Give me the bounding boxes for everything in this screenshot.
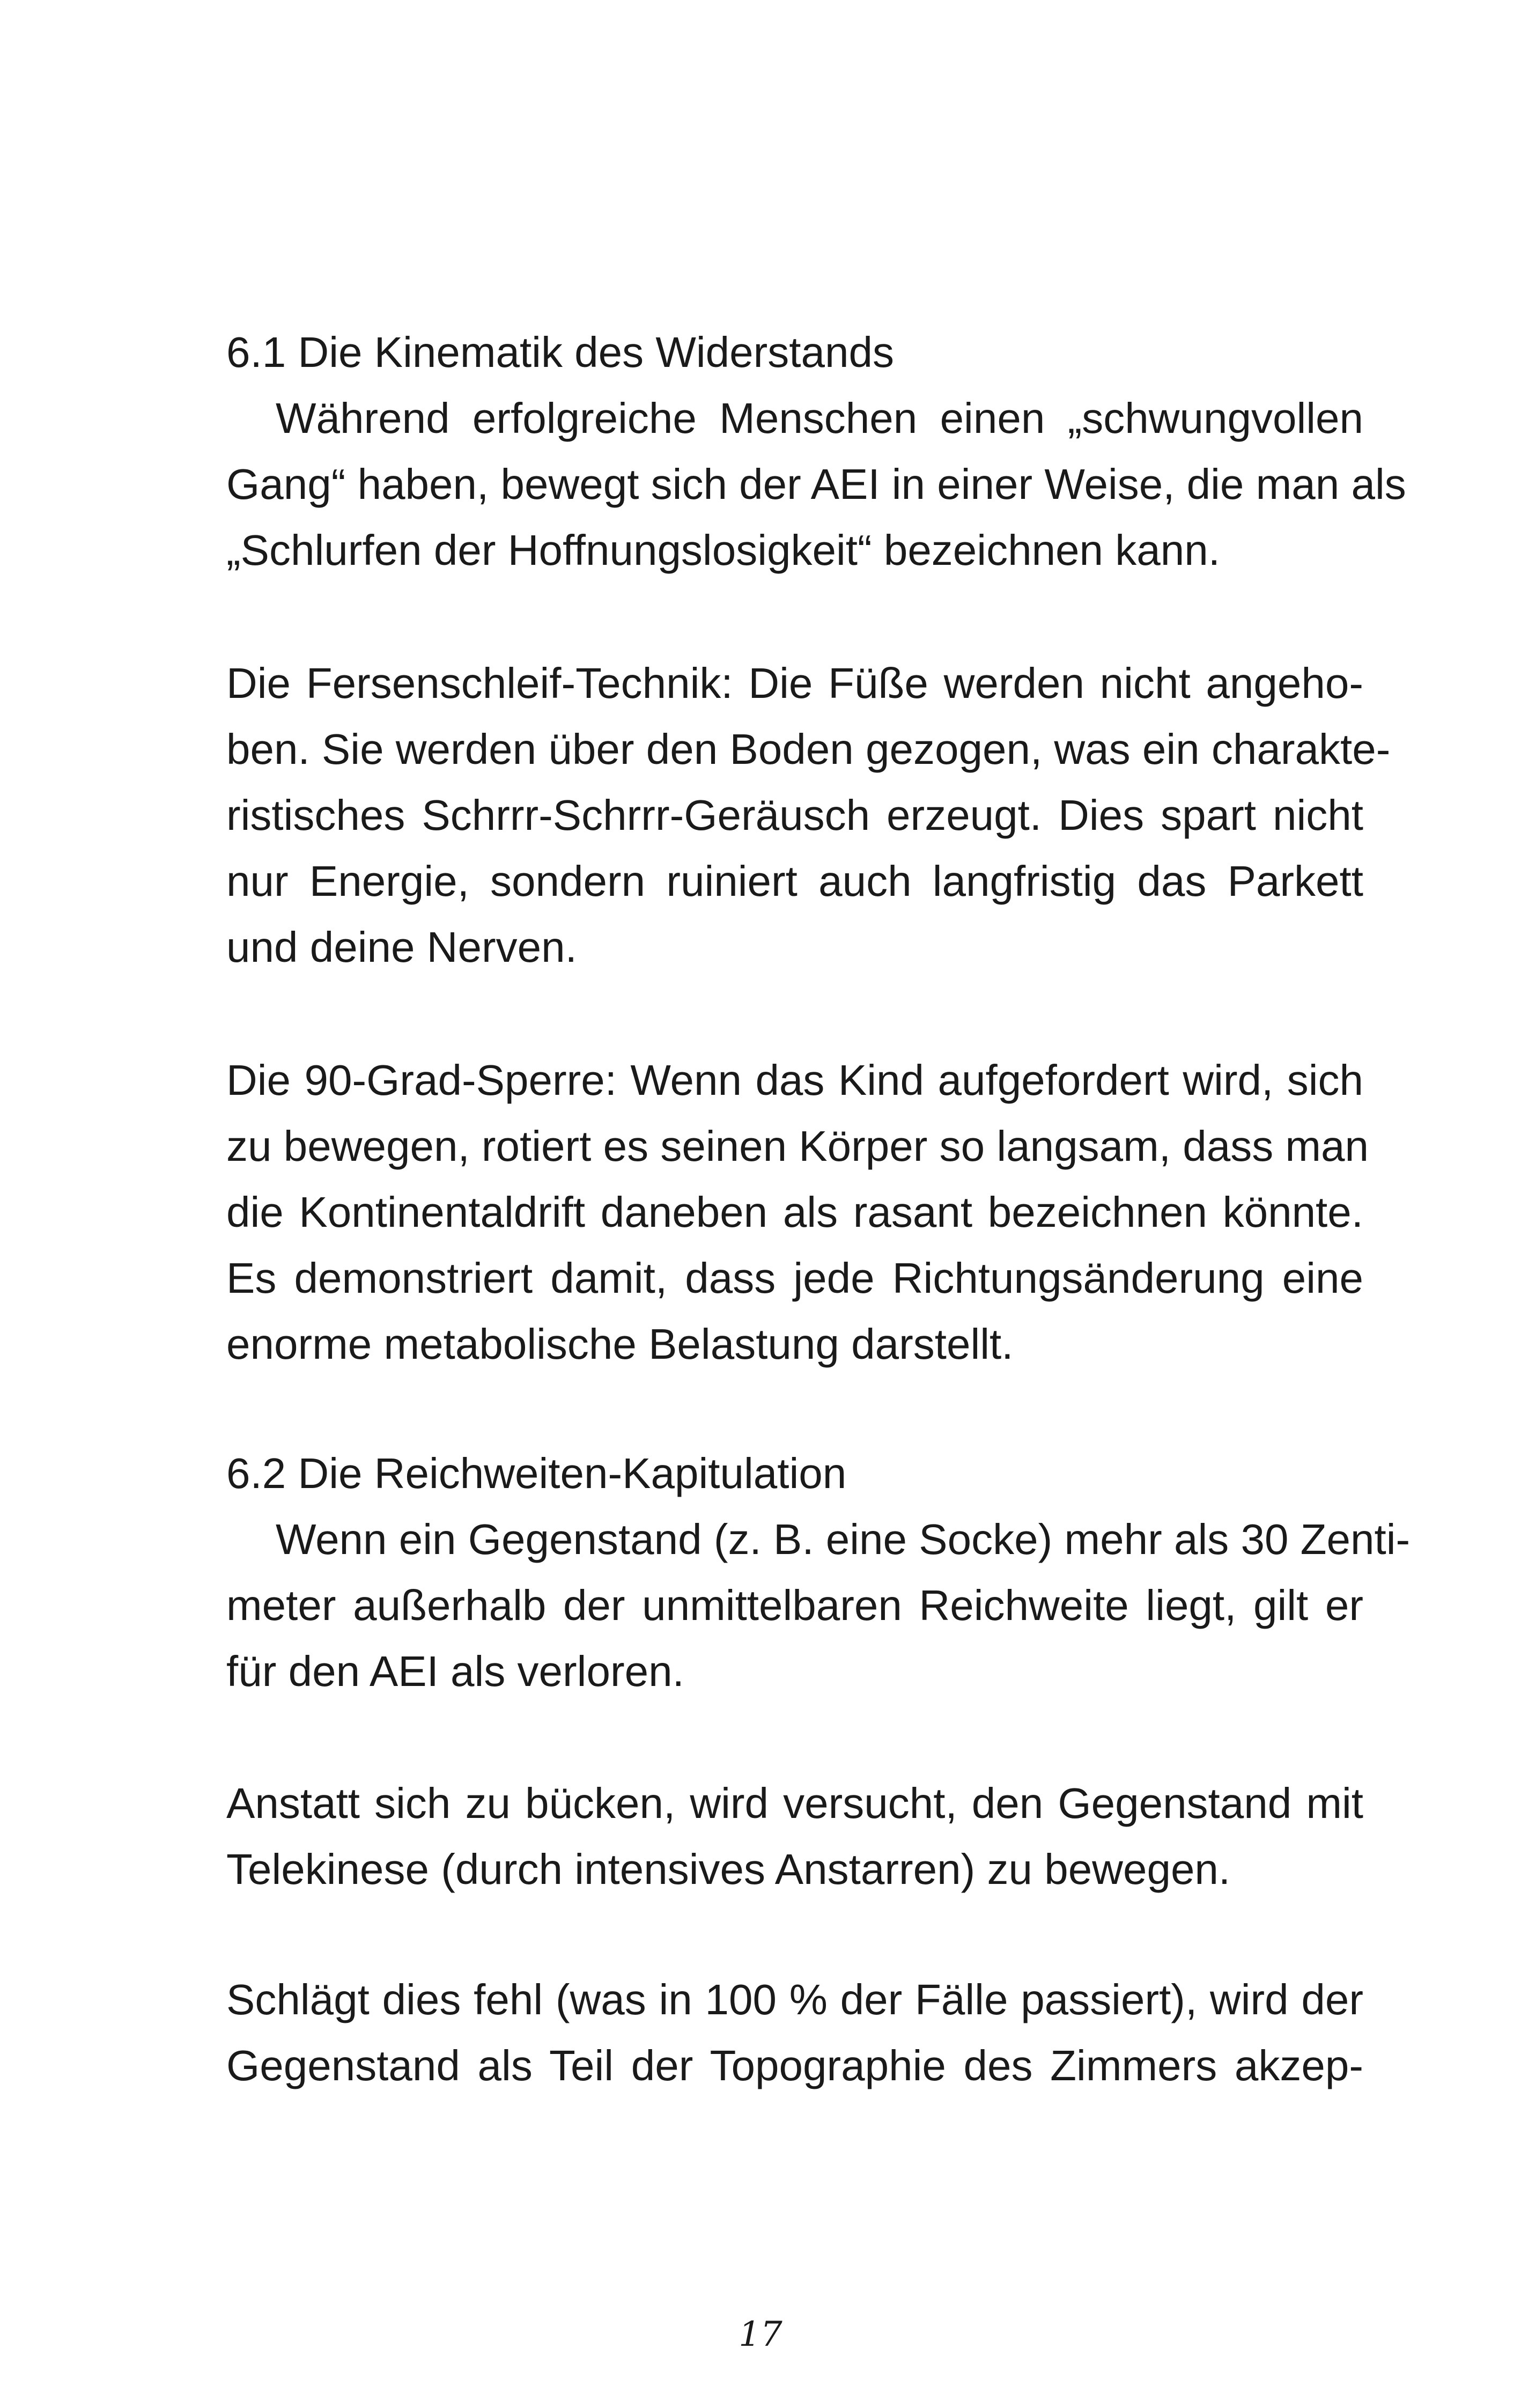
paragraph-line: zu bewegen, rotiert es seinen Körper so langsam, dass man bbox=[226, 1122, 1369, 1170]
paragraph-line: Gegenstand als Teil der Topographie des Zimmers akzep- bbox=[226, 2042, 1363, 2089]
section-heading: 6.1 Die Kinematik des Widerstands bbox=[226, 328, 894, 376]
paragraph-anstatt bbox=[226, 1770, 1363, 1902]
paragraph-line: Während erfolgreiche Menschen einen „schwungvollen bbox=[276, 394, 1363, 442]
paragraph-line: für den AEI als verloren. bbox=[226, 1647, 684, 1695]
paragraph-90-grad bbox=[226, 1047, 1369, 1377]
paragraph-schlaegt bbox=[226, 1967, 1363, 2098]
paragraph-line: Die 90-Grad-Sperre: Wenn das Kind aufgefordert wird, sich bbox=[226, 1056, 1363, 1104]
paragraph-line: Anstatt sich zu bücken, wird versucht, den Gegenstand mit bbox=[226, 1779, 1363, 1827]
paragraph-line: Es demonstriert damit, dass jede Richtungsänderung eine bbox=[226, 1254, 1363, 1302]
paragraph-line: Schlägt dies fehl (was in 100 % der Fälle passiert), wird der bbox=[226, 1976, 1363, 2023]
paragraph-line: die Kontinentaldrift daneben als rasant bezeichnen könnte. bbox=[226, 1188, 1363, 1236]
paragraph-line: ben. Sie werden über den Boden gezogen, was ein charakte- bbox=[226, 725, 1391, 773]
paragraph-line: und deine Nerven. bbox=[226, 923, 577, 971]
paragraph-line: Die Fersenschleif-Technik: Die Füße werden nicht angeho- bbox=[226, 659, 1363, 707]
paragraph-line: ristisches Schrrr-Schrrr-Geräusch erzeugt. Dies spart nicht bbox=[226, 791, 1363, 839]
page-number: 17 bbox=[739, 2315, 782, 2354]
paragraph-line: Telekinese (durch intensives Anstarren) zu bewegen. bbox=[226, 1845, 1231, 1893]
paragraph-fersenschleif bbox=[226, 650, 1391, 980]
paragraph-line: Gang“ haben, bewegt sich der AEI in einer Weise, die man als bbox=[226, 460, 1406, 508]
section-6-2 bbox=[226, 1440, 1411, 1704]
paragraph-line: meter außerhalb der unmittelbaren Reichweite liegt, gilt er bbox=[226, 1581, 1363, 1629]
paragraph-line: enorme metabolische Belastung darstellt. bbox=[226, 1320, 1014, 1368]
paragraph-line: „Schlurfen der Hoffnungslosigkeit“ bezeichnen kann. bbox=[226, 526, 1220, 574]
section-heading: 6.2 Die Reichweiten-Kapitulation bbox=[226, 1449, 847, 1497]
paragraph-line: Wenn ein Gegenstand (z. B. eine Socke) mehr als 30 Zenti- bbox=[276, 1515, 1411, 1563]
section-6-1 bbox=[226, 319, 1406, 583]
paragraph-line: nur Energie, sondern ruiniert auch langfristig das Parkett bbox=[226, 857, 1363, 905]
